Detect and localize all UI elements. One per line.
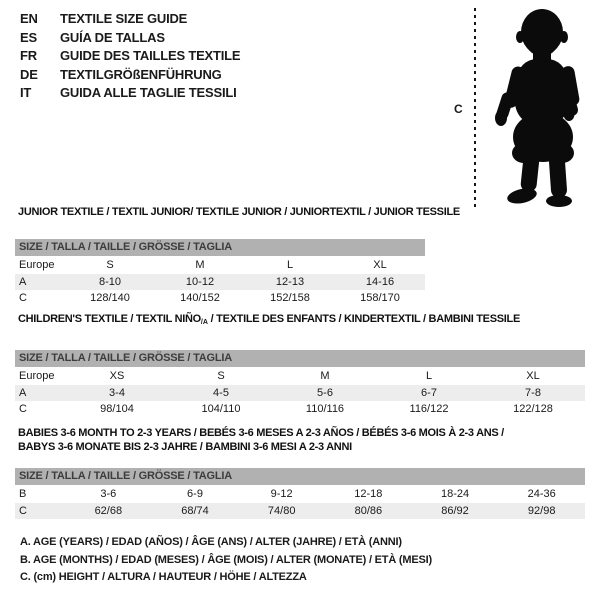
language-row-en [20, 10, 240, 29]
table-cell: 74/80 [267, 504, 296, 517]
table-cell: 140/152 [180, 292, 220, 304]
table-cell: 10-12 [185, 275, 215, 288]
table-row [15, 503, 585, 520]
junior-table-title: JUNIOR TEXTILE / TEXTIL JUNIOR/ TEXTILE JUNIOR / JUNIORTEXTIL / JUNIOR TESSILE [18, 206, 460, 218]
language-code: EN [20, 11, 38, 26]
footnote-c: C. (cm) HEIGHT / ALTURA / HAUTEUR / HÖHE / ALTEZZA [20, 571, 307, 583]
table-cell: 104/110 [201, 403, 241, 415]
language-title: GUIDA ALLE TAGLIE TESSILI [60, 85, 237, 101]
language-title: TEXTILGRÖßENFÜHRUNG [60, 66, 222, 82]
table-row [15, 401, 585, 418]
babies-title-line-2: BABYS 3-6 MONATE BIS 2-3 JAHRE / BAMBINI 3-6 MESI A 2-3 ANNI [18, 441, 352, 453]
table-cell: 128/140 [90, 292, 130, 304]
language-row-fr [20, 47, 240, 66]
language-code: DE [20, 66, 38, 82]
language-row-de [20, 66, 240, 85]
language-title: GUÍA DE TALLAS [60, 29, 165, 45]
table-cell: 110/116 [305, 403, 345, 415]
table-cell: 80/86 [354, 504, 383, 517]
table-cell: 3-4 [109, 386, 125, 399]
language-title-list [20, 10, 240, 103]
table-cell: 18-24 [440, 488, 470, 500]
babies-title-line-1: BABIES 3-6 MONTH TO 2-3 YEARS / BEBÉS 3-6 MESES A 2-3 AÑOS / BÉBÉS 3-6 MOIS À 2-3 ANS / [18, 427, 504, 439]
table-cell: 9-12 [270, 488, 293, 500]
row-label: A [19, 275, 27, 288]
table-cell: XS [109, 370, 125, 382]
row-label: C [19, 292, 27, 304]
junior-textile-section [15, 205, 460, 307]
table-cell: 62/68 [94, 504, 123, 517]
language-code: ES [20, 29, 37, 45]
row-label: C [19, 403, 27, 415]
size-header-bar: SIZE / TALLA / TAILLE / GRÖSSE / TAGLIA [15, 239, 425, 256]
table-cell: S [217, 370, 225, 382]
table-cell: L [425, 370, 433, 382]
table-cell: 5-6 [317, 386, 333, 399]
table-row [15, 385, 585, 402]
table-body [15, 368, 585, 418]
table-cell: 14-16 [365, 275, 395, 288]
table-row [15, 368, 585, 385]
table-cell: 8-10 [98, 275, 122, 288]
table-cell: XL [373, 259, 387, 271]
size-header-bar: SIZE / TALLA / TAILLE / GRÖSSE / TAGLIA [15, 350, 585, 367]
height-dashed-line [474, 8, 476, 208]
table-cell: XL [526, 370, 540, 382]
table-row [15, 290, 425, 307]
title-pre: CHILDREN'S TEXTILE / TEXTIL NIÑO [18, 313, 201, 325]
table-cell: 68/74 [181, 504, 209, 517]
table-cell: 3-6 [100, 488, 117, 500]
table-cell: 12-18 [354, 488, 383, 500]
babies-textile-section [15, 426, 585, 519]
height-marker-label: C [454, 102, 463, 116]
table-cell: 6-9 [187, 488, 203, 500]
footnote-b: B. AGE (MONTHS) / EDAD (MESES) / ÂGE (MOIS) / ALTER (MONATE) / ETÀ (MESI) [20, 553, 432, 566]
table-cell: 12-13 [275, 275, 305, 288]
table-cell: S [106, 259, 114, 271]
table-row [15, 274, 425, 291]
title-post: / TEXTILE DES ENFANTS / KINDERTEXTIL / BAMBINI TESSILE [207, 313, 520, 325]
table-cell: 24-36 [527, 488, 556, 500]
table-cell: 122/128 [513, 403, 553, 415]
table-cell: L [286, 259, 294, 271]
table-row [15, 486, 585, 503]
table-cell: 92/98 [527, 504, 556, 517]
footnotes [20, 534, 432, 587]
row-label: Europe [19, 259, 55, 271]
table-cell: 6-7 [421, 386, 437, 399]
table-cell: 98/104 [100, 403, 134, 415]
row-label: C [19, 504, 27, 517]
height-figure [450, 4, 598, 210]
table-cell: 86/92 [441, 504, 469, 517]
table-cell: 4-5 [213, 386, 229, 399]
table-cell: 158/170 [360, 292, 400, 304]
table-body [15, 486, 585, 519]
table-row [15, 257, 425, 274]
language-code: IT [20, 85, 32, 101]
table-cell: 7-8 [525, 386, 541, 399]
footnote-a: A. AGE (YEARS) / EDAD (AÑOS) / ÂGE (ANS) / ALTER (JAHRE) / ETÀ (ANNI) [20, 536, 402, 548]
language-code: FR [20, 48, 37, 64]
babies-table-title [18, 426, 585, 454]
table-cell: M [195, 259, 205, 271]
table-cell: 152/158 [270, 292, 310, 304]
language-title: GUIDE DES TAILLES TEXTILE [60, 48, 241, 64]
size-header-bar: SIZE / TALLA / TAILLE / GRÖSSE / TAGLIA [15, 468, 585, 485]
row-label: A [19, 386, 27, 399]
table-body [15, 257, 425, 307]
title-subscript: /A [200, 319, 208, 326]
table-cell: M [320, 370, 330, 382]
row-label: B [19, 488, 27, 500]
language-title: TEXTILE SIZE GUIDE [60, 11, 188, 26]
childrens-textile-section [15, 312, 585, 418]
language-row-es [20, 29, 240, 48]
language-row-it [20, 84, 240, 103]
table-cell: 116/122 [409, 403, 449, 415]
toddler-silhouette-icon [486, 6, 598, 208]
childrens-table-title [18, 312, 585, 330]
row-label: Europe [19, 370, 55, 382]
